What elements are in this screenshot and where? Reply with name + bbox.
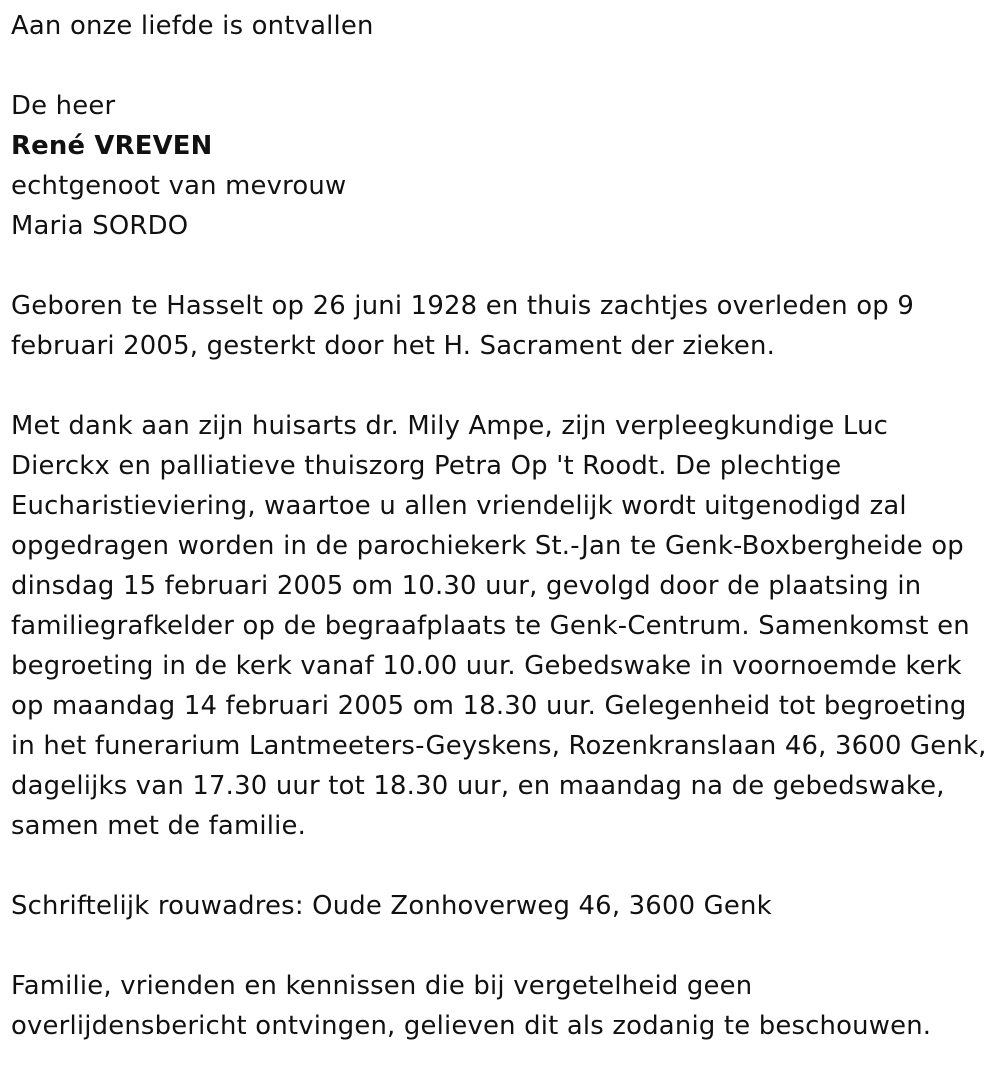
paragraph-line: Met dank aan zijn huisarts dr. Mily Ampe, zijn verpleegkundige Luc	[11, 411, 889, 441]
thanks-service-paragraph	[11, 406, 996, 846]
paragraph-line: overlijdensbericht ontvingen, gelieven dit als zodanig te beschouwen.	[11, 1011, 932, 1041]
paragraph-line: februari 2005, gesterkt door het H. Sacrament der zieken.	[11, 331, 776, 361]
paragraph-line: begroeting in de kerk vanaf 10.00 uur. Gebedswake in voornoemde kerk	[11, 651, 962, 681]
paragraph-line: samen met de familie.	[11, 811, 307, 841]
paragraph-line: Dierckx en palliatieve thuiszorg Petra Op 't Roodt. De plechtige	[11, 451, 842, 481]
paragraph-line: Geboren te Hasselt op 26 juni 1928 en thuis zachtjes overleden op 9	[11, 291, 914, 321]
spouse-label: echtgenoot van mevrouw	[11, 171, 347, 201]
deceased-name-text: René VREVEN	[11, 131, 213, 161]
deceased-name	[11, 126, 996, 166]
closing-paragraph	[11, 966, 996, 1046]
mourning-address: Schriftelijk rouwadres: Oude Zonhoverweg 46, 3600 Genk	[11, 891, 772, 921]
paragraph-line: Eucharistieviering, waartoe u allen vriendelijk wordt uitgenodigd zal	[11, 491, 907, 521]
address-paragraph	[11, 886, 996, 926]
spouse-name: Maria SORDO	[11, 211, 189, 241]
paragraph-line: dinsdag 15 februari 2005 om 10.30 uur, gevolgd door de plaatsing in	[11, 571, 922, 601]
paragraph-line: op maandag 14 februari 2005 om 18.30 uur. Gelegenheid tot begroeting	[11, 691, 967, 721]
salutation: De heer	[11, 91, 116, 121]
paragraph-line: in het funerarium Lantmeeters-Geyskens, Rozenkranslaan 46, 3600 Genk,	[11, 731, 987, 761]
paragraph-line: opgedragen worden in de parochiekerk St.-Jan te Genk-Boxbergheide op	[11, 531, 964, 561]
intro-line: Aan onze liefde is ontvallen	[11, 11, 374, 41]
death-notice	[11, 6, 996, 1046]
paragraph-line: dagelijks van 17.30 uur tot 18.30 uur, en maandag na de gebedswake,	[11, 771, 945, 801]
birth-death-paragraph	[11, 286, 996, 366]
paragraph-line: Familie, vrienden en kennissen die bij vergetelheid geen	[11, 971, 753, 1001]
paragraph-line: familiegrafkelder op de begraafplaats te Genk-Centrum. Samenkomst en	[11, 611, 970, 641]
